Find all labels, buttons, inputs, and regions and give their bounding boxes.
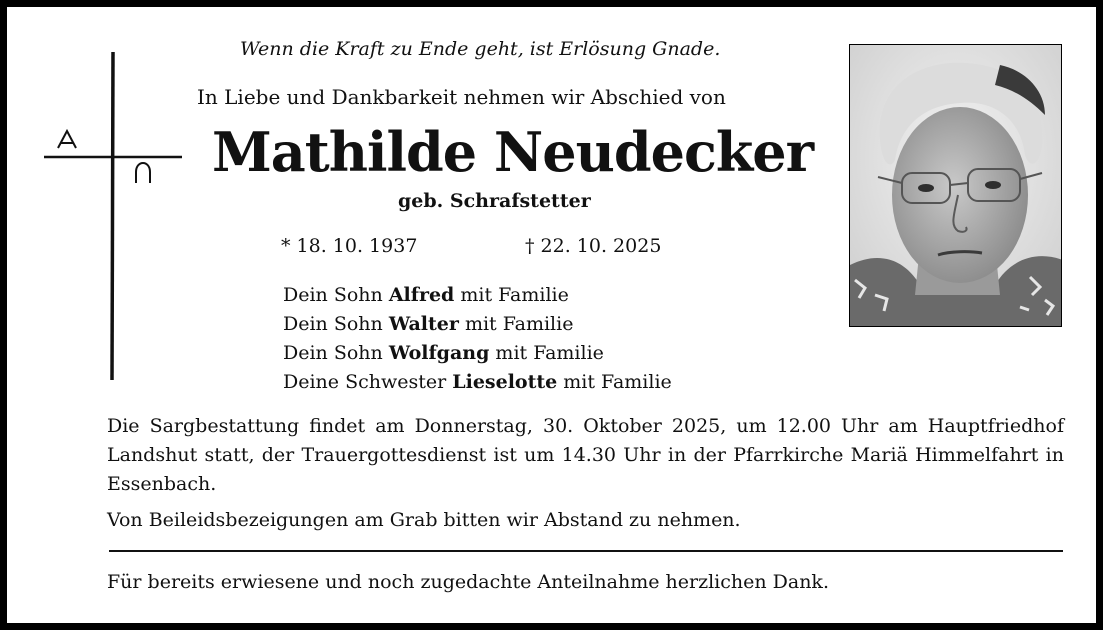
mourner-line: Dein Sohn Alfred mit Familie bbox=[283, 284, 569, 306]
mourners-list bbox=[283, 281, 672, 397]
death-date: † 22. 10. 2025 bbox=[525, 235, 662, 257]
mourner-line: Deine Schwester Lieselotte mit Familie bbox=[283, 371, 672, 393]
funeral-details: Die Sargbestattung findet am Donnerstag, 30. Oktober 2025, um 12.00 Uhr am Hauptfriedhof Landshut statt, der Trauergottesdienst ist um 14.30 Uhr in der Pfarrkirche Mariä Himmelfahrt in Essenbach. bbox=[107, 415, 1064, 495]
mourner-name: Lieselotte bbox=[452, 371, 558, 393]
portrait-photo bbox=[849, 44, 1062, 327]
birth-date: * 18. 10. 1937 bbox=[281, 235, 418, 257]
thanks-note: Für bereits erwiesene und noch zugedachte Anteilnahme herzlichen Dank. bbox=[107, 571, 829, 593]
cross-icon bbox=[38, 52, 188, 382]
mourner-name: Wolfgang bbox=[388, 342, 490, 364]
mourner-line: Dein Sohn Wolfgang mit Familie bbox=[283, 342, 604, 364]
divider bbox=[109, 550, 1063, 552]
mourner-name: Walter bbox=[388, 313, 459, 335]
condolence-note: Von Beileidsbezeigungen am Grab bitten wir Abstand zu nehmen. bbox=[107, 509, 741, 531]
mourner-name: Alfred bbox=[388, 284, 455, 306]
motto-text: Wenn die Kraft zu Ende geht, ist Erlösung Gnade. bbox=[240, 38, 721, 60]
intro-text: In Liebe und Dankbarkeit nehmen wir Abschied von bbox=[197, 85, 726, 109]
omega-symbol bbox=[136, 163, 150, 183]
mourner-line: Dein Sohn Walter mit Familie bbox=[283, 313, 574, 335]
deceased-name: Mathilde Neudecker bbox=[212, 120, 814, 184]
alpha-symbol bbox=[58, 131, 76, 148]
maiden-name: geb. Schrafstetter bbox=[398, 190, 591, 212]
